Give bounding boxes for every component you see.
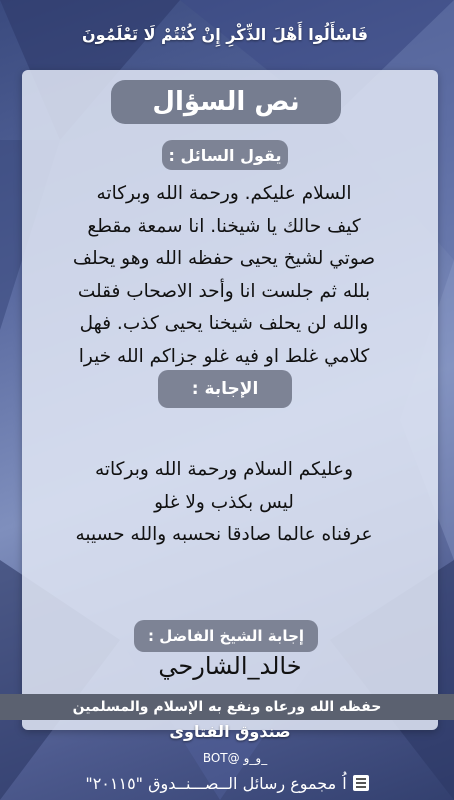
answer-label: الإجابة : <box>158 370 292 408</box>
document-icon <box>353 775 369 791</box>
question-line: صوتي لشيخ يحيى حفظه الله وهو يحلف <box>72 248 376 270</box>
sheikh-label: إجابة الشيخ الفاضل : <box>134 620 318 652</box>
question-line: السلام عليكم. ورحمة الله وبركاته <box>96 183 352 204</box>
question-line: كلامي غلط او فيه غلو جزاكم الله خيرا <box>78 345 370 367</box>
bot-handle[interactable] <box>160 748 310 768</box>
sheikh-name: خالد_الشارحي <box>158 652 302 680</box>
collection-text: مجموع رسائل الــصـــنــدوق "٢٠١١٥" <box>85 773 337 793</box>
question-line: والله لن يحلف شيخنا يحيى كذب. فهل <box>79 313 369 335</box>
collection-footer <box>0 770 454 796</box>
question-title: نص السؤال <box>111 80 341 124</box>
answer-line: عرفناه عالما صادقا نحسبه والله حسيبه <box>75 524 373 546</box>
answer-line: وعليكم السلام ورحمة الله وبركاته <box>94 459 354 480</box>
question-line: كيف حالك يا شيخنا. انا سمعة مقطع <box>87 215 361 237</box>
handle-suffix: _و_و <box>243 751 268 765</box>
prayer-banner: حفظه الله ورعاه ونفع به الإسلام والمسلمين <box>0 694 454 720</box>
answer-line: ليس بكذب ولا غلو <box>154 491 294 513</box>
answer-text <box>28 454 420 552</box>
channel-name: صندوق الفتاوى <box>169 722 291 741</box>
question-text <box>28 178 420 374</box>
asker-label: يقول السائل : <box>162 140 288 170</box>
quran-verse-header: فَاسْأَلُوا أَهْلَ الذِّكْرِ إِنْ كُنْتُمْ لَا تَعْلَمُونَ <box>82 24 368 44</box>
handle-prefix: @BOT <box>202 751 240 765</box>
question-line: بلله ثم جلست انا وأحد الاصحاب فقلت <box>77 280 371 302</box>
collection-prefix: اُ <box>342 773 347 793</box>
